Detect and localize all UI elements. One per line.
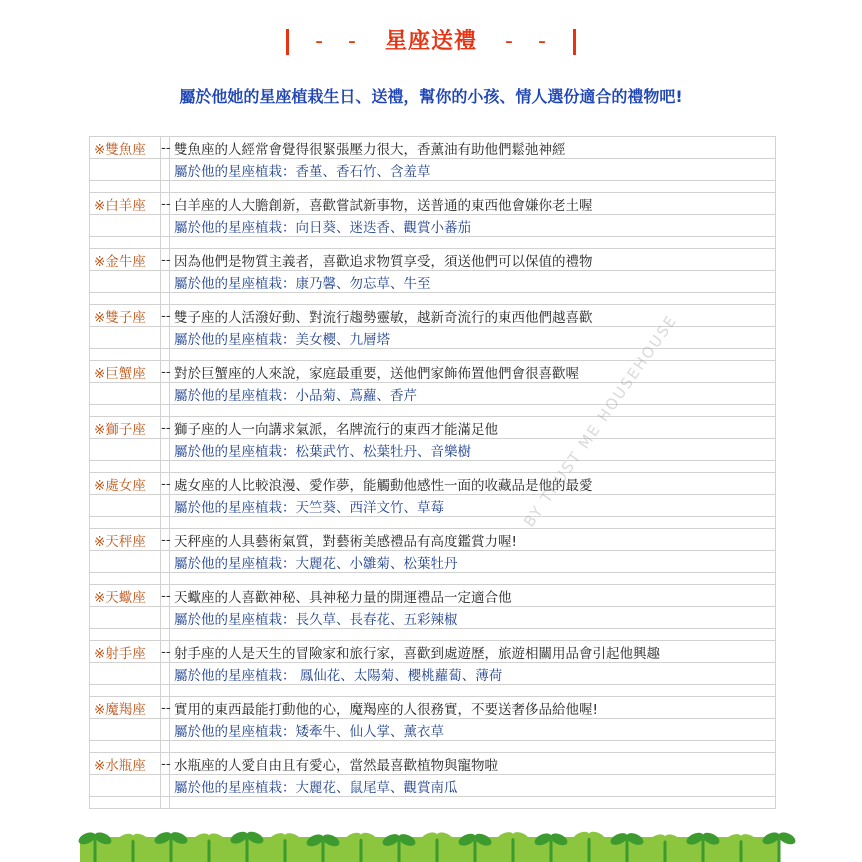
empty-cell <box>161 495 170 517</box>
empty-cell <box>161 215 170 237</box>
sign-name: ※水瓶座 <box>90 753 161 775</box>
empty-cell <box>90 439 161 461</box>
spacer-row <box>90 181 776 193</box>
sign-plants: 屬於他的星座植栽：長久草、長春花、五彩辣椒 <box>170 607 776 629</box>
sign-description: 雙子座的人活潑好動、對流行趨勢靈敏，越新奇流行的東西他們越喜歡 <box>170 305 776 327</box>
spacer-row <box>90 573 776 585</box>
spacer-row <box>90 797 776 809</box>
sign-row <box>90 137 776 159</box>
sign-row <box>90 193 776 215</box>
sign-name: ※處女座 <box>90 473 161 495</box>
sign-row <box>90 753 776 775</box>
empty-cell <box>90 327 161 349</box>
title-dash: - <box>315 29 325 54</box>
empty-cell <box>170 741 776 753</box>
empty-cell <box>170 797 776 809</box>
separator: -- <box>161 585 170 607</box>
separator: -- <box>161 305 170 327</box>
empty-cell <box>90 741 161 753</box>
sign-name: ※金牛座 <box>90 249 161 271</box>
sign-description: 白羊座的人大膽創新，喜歡嘗試新事物，送普通的東西他會嫌你老土喔 <box>170 193 776 215</box>
spacer-row <box>90 293 776 305</box>
empty-cell <box>161 741 170 753</box>
empty-cell <box>90 405 161 417</box>
empty-cell <box>170 293 776 305</box>
sign-description: 天秤座的人具藝術氣質，對藝術美感禮品有高度鑑賞力喔! <box>170 529 776 551</box>
sign-row <box>90 697 776 719</box>
empty-cell <box>161 327 170 349</box>
empty-cell <box>170 685 776 697</box>
separator: -- <box>161 417 170 439</box>
plant-row <box>90 215 776 237</box>
sign-plants: 屬於他的星座植栽：天竺葵、西洋文竹、草莓 <box>170 495 776 517</box>
title-dash: - <box>537 29 547 54</box>
plant-row <box>90 439 776 461</box>
separator: -- <box>161 361 170 383</box>
sign-row <box>90 585 776 607</box>
sign-description: 獅子座的人一向講求氣派，名牌流行的東西才能滿足他 <box>170 417 776 439</box>
plant-row <box>90 775 776 797</box>
empty-cell <box>161 461 170 473</box>
empty-cell <box>161 293 170 305</box>
empty-cell <box>90 685 161 697</box>
empty-cell <box>170 461 776 473</box>
sign-description: 天蠍座的人喜歡神秘、具神秘力量的開運禮品一定適合他 <box>170 585 776 607</box>
sign-plants: 屬於他的星座植栽：向日葵、迷迭香、觀賞小蕃茄 <box>170 215 776 237</box>
empty-cell <box>161 719 170 741</box>
separator: -- <box>161 697 170 719</box>
separator: -- <box>161 193 170 215</box>
page-subtitle: 屬於他她的星座植栽生日、送禮，幫你的小孩、情人選份適合的禮物吧! <box>179 87 683 106</box>
plant-row <box>90 719 776 741</box>
empty-cell <box>90 215 161 237</box>
sign-description: 實用的東西最能打動他的心，魔羯座的人很務實，不要送奢侈品給他喔! <box>170 697 776 719</box>
empty-cell <box>170 629 776 641</box>
zodiac-gift-table <box>89 136 776 809</box>
sign-plants: 屬於他的星座植栽：大麗花、鼠尾草、觀賞南瓜 <box>170 775 776 797</box>
empty-cell <box>90 629 161 641</box>
empty-cell <box>170 181 776 193</box>
empty-cell <box>90 383 161 405</box>
empty-cell <box>90 775 161 797</box>
sign-plants: 屬於他的星座植栽：松葉武竹、松葉牡丹、音樂樹 <box>170 439 776 461</box>
separator: -- <box>161 529 170 551</box>
empty-cell <box>90 181 161 193</box>
sign-name: ※獅子座 <box>90 417 161 439</box>
empty-cell <box>90 551 161 573</box>
empty-cell <box>170 237 776 249</box>
empty-cell <box>90 663 161 685</box>
spacer-row <box>90 629 776 641</box>
sign-row <box>90 473 776 495</box>
sign-name: ※魔羯座 <box>90 697 161 719</box>
title-bar-left <box>286 29 289 55</box>
sign-description: 射手座的人是天生的冒險家和旅行家，喜歡到處遊歷，旅遊相關用品會引起他興趣 <box>170 641 776 663</box>
empty-cell <box>170 517 776 529</box>
empty-cell <box>161 629 170 641</box>
empty-cell <box>90 719 161 741</box>
zodiac-gift-table-wrap <box>89 136 776 809</box>
sign-name: ※巨蟹座 <box>90 361 161 383</box>
empty-cell <box>161 685 170 697</box>
sign-description: 對於巨蟹座的人來說，家庭最重要，送他們家飾佈置他們會很喜歡喔 <box>170 361 776 383</box>
empty-cell <box>161 551 170 573</box>
empty-cell <box>161 775 170 797</box>
empty-cell <box>161 607 170 629</box>
plant-row <box>90 607 776 629</box>
sign-name: ※雙子座 <box>90 305 161 327</box>
spacer-row <box>90 461 776 473</box>
separator: -- <box>161 249 170 271</box>
title-bar-right <box>573 29 576 55</box>
plant-row <box>90 663 776 685</box>
empty-cell <box>90 573 161 585</box>
sign-plants: 屬於他的星座植栽：香堇、香石竹、含羞草 <box>170 159 776 181</box>
spacer-row <box>90 405 776 417</box>
sign-plants: 屬於他的星座植栽：小品菊、蔦蘿、香芹 <box>170 383 776 405</box>
separator: -- <box>161 473 170 495</box>
spacer-row <box>90 741 776 753</box>
empty-cell <box>90 495 161 517</box>
empty-cell <box>161 159 170 181</box>
plant-row <box>90 383 776 405</box>
empty-cell <box>161 573 170 585</box>
sign-name: ※雙魚座 <box>90 137 161 159</box>
sign-name: ※白羊座 <box>90 193 161 215</box>
page-header <box>0 24 862 55</box>
grass-sprout-icon <box>80 815 780 862</box>
sign-name: ※射手座 <box>90 641 161 663</box>
empty-cell <box>90 237 161 249</box>
empty-cell <box>161 797 170 809</box>
empty-cell <box>161 181 170 193</box>
plant-row <box>90 495 776 517</box>
empty-cell <box>170 573 776 585</box>
sign-description: 雙魚座的人經常會覺得很緊張壓力很大，香薰油有助他們鬆弛神經 <box>170 137 776 159</box>
empty-cell <box>90 461 161 473</box>
empty-cell <box>161 271 170 293</box>
sign-plants: 屬於他的星座植栽：康乃馨、勿忘草、牛至 <box>170 271 776 293</box>
empty-cell <box>90 517 161 529</box>
empty-cell <box>161 517 170 529</box>
empty-cell <box>90 797 161 809</box>
spacer-row <box>90 685 776 697</box>
sign-name: ※天秤座 <box>90 529 161 551</box>
sign-plants: 屬於他的星座植栽：矮牽牛、仙人掌、薰衣草 <box>170 719 776 741</box>
sign-row <box>90 529 776 551</box>
empty-cell <box>90 271 161 293</box>
zodiac-table-body <box>90 137 776 809</box>
title-dash: - <box>348 29 357 54</box>
empty-cell <box>161 405 170 417</box>
sign-description: 水瓶座的人愛自由且有愛心，當然最喜歡植物與寵物啦 <box>170 753 776 775</box>
watermark: BY TRUST ME HOUSEHOUSE <box>520 311 681 531</box>
spacer-row <box>90 237 776 249</box>
title-dash: - <box>505 29 514 54</box>
separator: -- <box>161 137 170 159</box>
spacer-row <box>90 517 776 529</box>
sign-row <box>90 249 776 271</box>
sign-plants: 屬於他的星座植栽： 鳳仙花、太陽菊、櫻桃蘿蔔、薄荷 <box>170 663 776 685</box>
sign-plants: 屬於他的星座植栽：美女櫻、九層塔 <box>170 327 776 349</box>
empty-cell <box>161 439 170 461</box>
empty-cell <box>161 383 170 405</box>
sign-plants: 屬於他的星座植栽：大麗花、小雛菊、松葉牡丹 <box>170 551 776 573</box>
spacer-row <box>90 349 776 361</box>
empty-cell <box>161 663 170 685</box>
plant-row <box>90 159 776 181</box>
separator: -- <box>161 753 170 775</box>
empty-cell <box>90 159 161 181</box>
empty-cell <box>170 405 776 417</box>
sign-description: 處女座的人比較浪漫、愛作夢，能觸動他感性一面的收藏品是他的最愛 <box>170 473 776 495</box>
sign-row <box>90 417 776 439</box>
empty-cell <box>170 349 776 361</box>
empty-cell <box>90 607 161 629</box>
empty-cell <box>90 349 161 361</box>
sign-description: 因為他們是物質主義者，喜歡追求物質享受，須送他們可以保值的禮物 <box>170 249 776 271</box>
page-title: 星座送禮 <box>384 29 477 54</box>
empty-cell <box>161 349 170 361</box>
separator: -- <box>161 641 170 663</box>
empty-cell <box>90 293 161 305</box>
empty-cell <box>161 237 170 249</box>
sign-row <box>90 361 776 383</box>
sign-name: ※天蠍座 <box>90 585 161 607</box>
plant-row <box>90 271 776 293</box>
plant-row <box>90 551 776 573</box>
sign-row <box>90 641 776 663</box>
